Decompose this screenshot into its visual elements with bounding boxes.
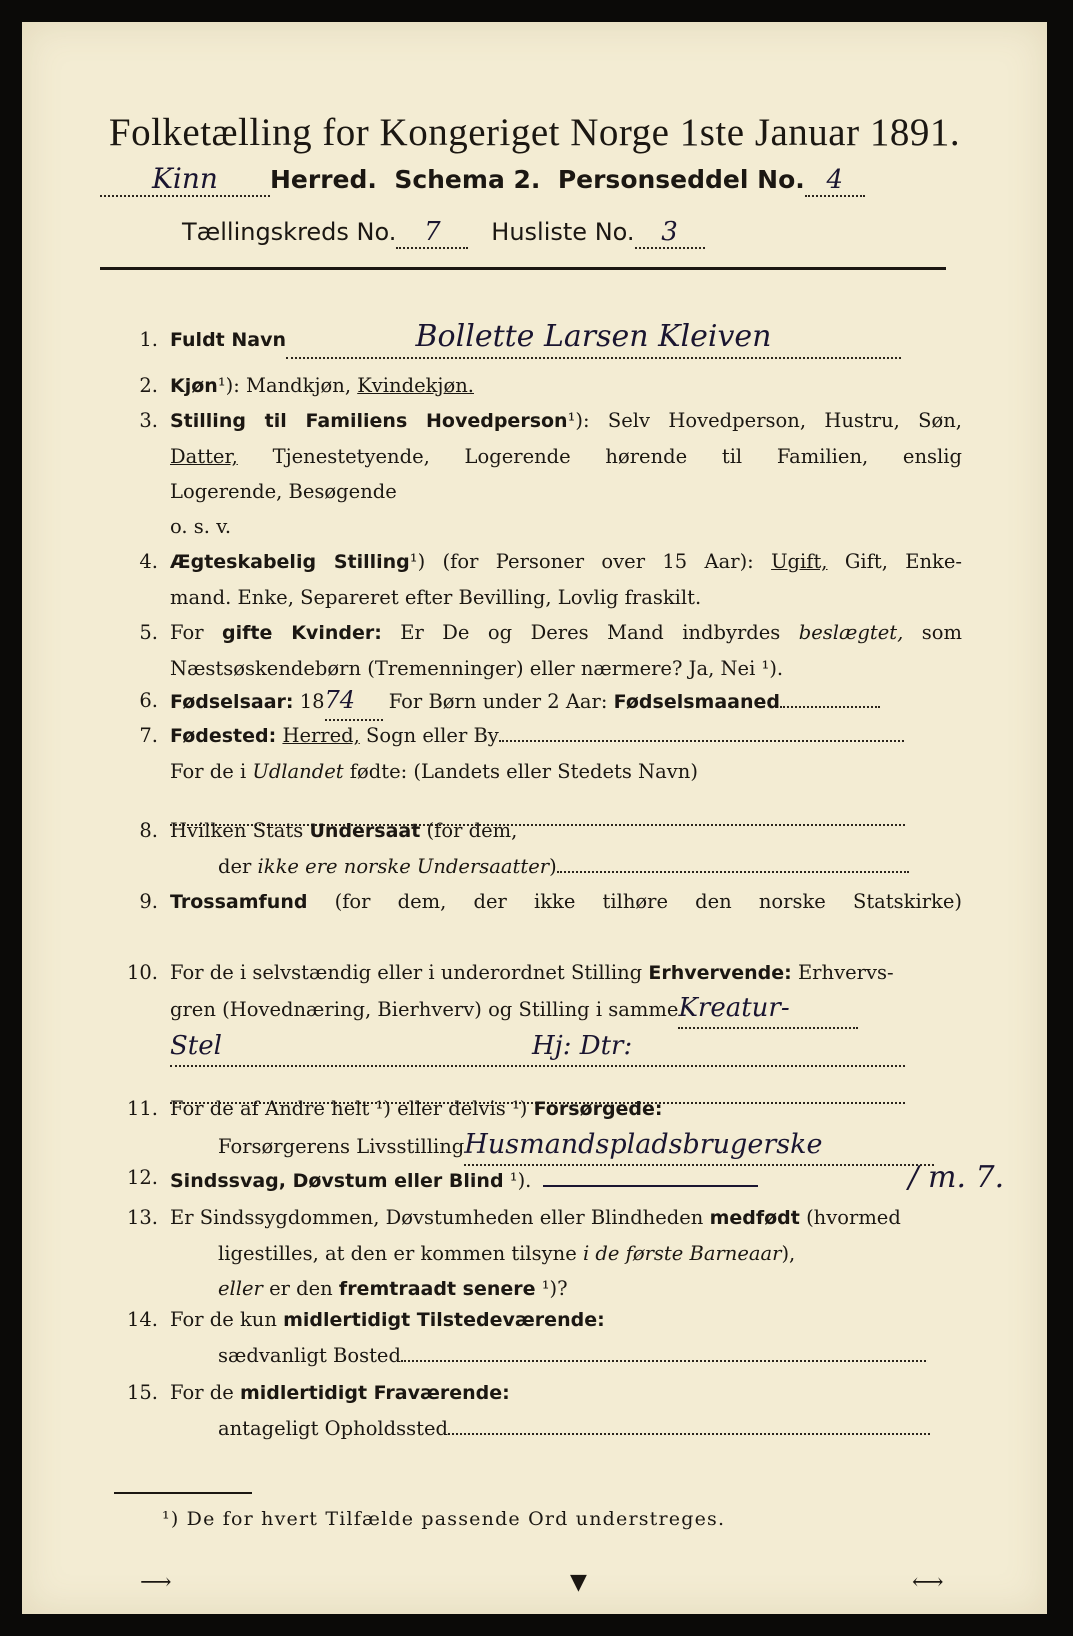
footnote-divider [114,1492,252,1494]
schema-label: Schema 2. [394,165,541,194]
gender-selected: Kvindekjøn. [357,374,474,397]
kreds-label: Tællingskreds No. [182,218,397,246]
item-4: 4. Ægteskabelig Stilling¹) (for Personer over 15 Aar): Ugift, Gift, Enke- mand. Enke, Separeret efter Bevilling, Lovlig fraskilt. [139,550,962,609]
disability-field: / m. 7. [908,1160,1005,1195]
item-8: 8. Hvilken Stats Undersaat (for dem, der ikke ere norske Undersaatter) [122,813,962,883]
item-5: 5. For gifte Kvinder: Er De og Deres Mand indbyrdes beslægtet, som Næstsøskendebørn (Tremenninger) eller nærmere? Ja, Nei ¹). [139,621,962,680]
occupation-field-2: Stel Hj: Dtr: [170,1029,905,1067]
occupation-field-1: Kreatur- [678,991,858,1029]
herred-label: Herred. [270,165,377,194]
item-3: 3. Stilling til Familiens Hovedperson¹): Selv Hovedperson, Hustru, Søn, Datter, Tjenestetyende, Logerende hørende til Familien, enslig Logerende, Besøgende o. s. v. [139,409,963,538]
citizenship-field [557,871,909,873]
header-divider [100,267,946,270]
footnote: ¹) De for hvert Tilfælde passende Ord understreges. [162,1508,726,1530]
kreds-line [182,217,705,249]
corner-mark-right: ⟷ [912,1570,944,1595]
personseddel-field: 4 [805,165,865,197]
item-1: 1. Fuldt Navn Bollette Larsen Kleiven [122,322,962,362]
item-10: 10. For de i selvstændig eller i underordnet Stilling Erhvervende: Erhvervs- gren (Hovednæring, Bierhverv) og Stilling i sammeKreatur- Stel Hj: Dtr: [122,955,962,1065]
birth-year-field: 74 [325,683,383,721]
full-name-field: Bollette Larsen Kleiven [286,322,901,359]
husliste-label: Husliste No. [491,218,635,246]
item-14: 14. For de kun midlertidigt Tilstedeværende: sædvanligt Bosted [122,1302,962,1372]
marital-selected: Ugift, [771,550,828,573]
herred-line [100,162,980,197]
probable-residence-field [448,1433,930,1435]
birthplace-field [499,740,904,742]
corner-mark-center: ▼ [570,1570,587,1595]
form-title: Folketælling for Kongeriget Norge 1ste Januar 1891. [108,111,961,154]
kreds-field: 7 [396,217,468,249]
husliste-field: 3 [635,217,705,249]
position-selected: Datter, [170,445,238,468]
item-7: 7. Fødested: Herred, Sogn eller By For de i Udlandet fødte: (Landets eller Stedets Navn) [122,718,962,818]
full-name-label: Fuldt Navn [170,329,287,351]
provider-field: Husmandspladsbrugerske [464,1127,934,1166]
usual-residence-field [401,1360,926,1362]
herred-field: Kinn [100,162,270,197]
birthplace-selected: Herred, [282,724,360,747]
census-form: Folketælling for Kongeriget Norge 1ste Januar 1891. Kinn Herred. Schema 2. Personseddel No. 4 Tællingskreds No. 7 Husliste No. 3 1. Fuldt Navn Bollette Larsen Kleiven 2. Kjøn¹): Mandkjøn, Kvindekjøn. 3. Stilling til Familiens Hovedperson¹): Selv Hovedperson, Hustru, Søn, Datter, Tjenestetyende, Logerende hørende til Familien, enslig Logerende, Besøgende o. s. v. 4. Ægteskabelig Stilling¹) (for Personer over 15 Aar): Ugift, Gift, Enke- mand. Enke, Separeret efter Bevilling, Lovlig fraskilt. 5. For gifte Kvinder: Er De og Deres Mand indbyrdes beslægtet, som Næstsøskendebørn (Tremenninger) eller nærmere? Ja, Nei ¹). 6. Fødselsaar: 1874 For Børn under 2 Aar: Fødselsmaaned 7. Fødested: Herred, Sogn eller By For de i Udlandet fødte: (Landets eller Stedets Navn) 8. Hvilken Stats Undersaat (for dem, der ikke ere norske Undersaatter) 9. Trossamfund (for dem, der ikke tilhøre den norske Statskirke) 10. For de i selvstændig eller i underordnet Stilling Erhvervende: Erhvervs- gren (Hovednæring, Bierhverv) og Stilling i sammeKreatur- Stel Hj: Dtr: 11. For de af Andre helt ¹) eller delvis ¹) Forsørgede: Forsørgerens LivsstillingHusmandspladsbrugerske 12. Sindssvag, Døvstum eller Blind ¹). / m. 7. 13. Er Sindssygdommen, Døvstumheden eller Blindheden medfødt (hvormed ligestilles, at den er kommen tilsyne i de første Barneaar), eller er den fremtraadt senere ¹)? 14. For de kun midlertidigt Tilstedeværende: sædvanligt Bosted 15. For de midlertidigt Fraværende: antageligt Opholdssted ¹) De for hvert Tilfælde passende Ord understreges. ⟶ ▼ ⟷ [22,22,1047,1614]
item-13: 13. Er Sindssygdommen, Døvstumheden eller Blindheden medfødt (hvormed ligestilles, at den er kommen tilsyne i de første Barneaar), eller er den fremtraadt senere ¹)? [126,1206,901,1300]
item-11: 11. For de af Andre helt ¹) eller delvis ¹) Forsørgede: Forsørgerens LivsstillingHusmandspladsbrugerske [122,1091,962,1161]
personseddel-label: Personseddel No. [557,165,805,194]
corner-mark-left: ⟶ [140,1570,172,1595]
birth-month-field [780,706,880,708]
item-15: 15. For de midlertidigt Fraværende: antageligt Opholdssted [122,1375,962,1445]
